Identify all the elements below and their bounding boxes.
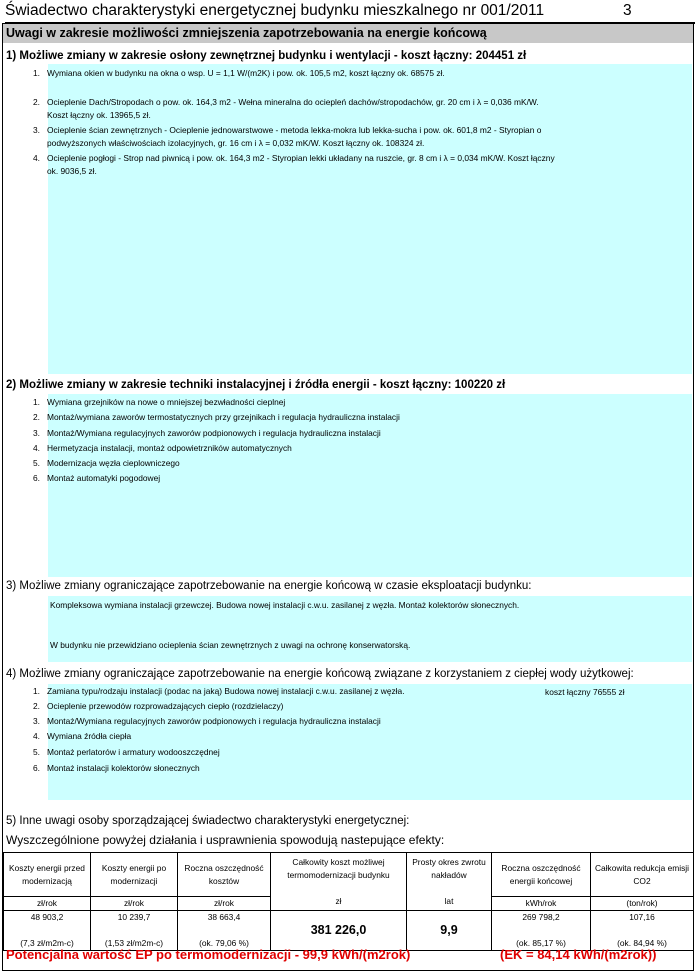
effects-intro: Wyszczególnione powyżej działania i usprawnienia spowodują nastepujące efekty: [6, 833, 445, 847]
section-3-heading: 3) Możliwe zmiany ograniczające zapotrzebowanie na energie końcową w czasie eksploatacji budynku: [6, 580, 532, 592]
ek-value: (EK = 84,14 kWh/(m2rok)) [500, 947, 657, 962]
s1-item-2: 2. Ocieplenie Dach/Stropodach o pow. ok. 164,3 m2 - Wełna mineralna do ociepleń dachów/stropodachów, gr. 20 cm i λ = 0,036 mK/W. Koszt łączny ok. 13965,5 zł. [33, 97, 539, 120]
s3-line-2: W budynku nie przewidziano ocieplenia ścian zewnętrznych z uwagi na ochronę konserwatorską. [50, 640, 411, 650]
header-annual-saving: Roczna oszczędność kosztów [178, 853, 271, 897]
value-co2: 107,16 (ok. 84,94 %) [591, 911, 694, 951]
value-cost-before: 48 903,2 (7,3 zł/m2m-c) [4, 911, 91, 951]
document-title [5, 2, 695, 24]
unit-cost-after: zł/rok [91, 897, 178, 911]
ep-after-modernization: Potencjalna wartość EP po termomodernizacji - 99,9 kWh/(m2rok) [6, 947, 411, 962]
section-banner: Uwagi w zakresie możliwości zmniejszenia zapotrzebowania na energie końcową [3, 24, 693, 43]
section-5-heading: 5) Inne uwagi osoby sporządzającej świadectwo charakterystyki energetycznej: [6, 815, 410, 827]
value-cost-after: 10 239,7 (1,53 zł/m2m-c) [91, 911, 178, 951]
section-4-heading: 4) Możliwe zmiany ograniczające zapotrzebowanie na energie końcową związane z korzystaniem z ciepłej wody użytkowej: [6, 668, 634, 680]
s1-item-3: 3. Ocieplenie ścian zewnętrznych - Ocieplenie jednowarstwowe - metoda lekka-mokra lub lekka-sucha i pow. ok. 601,8 m2 - Styropian o podwyższonych właściwościach izolacyjnych, gr. 16 cm i λ = 0,032 mK/W. Koszt łączny ok. 108324 zł. [33, 125, 542, 148]
value-total-cost: 381 226,0 [271, 911, 407, 951]
unit-co2: (ton/rok) [591, 897, 694, 911]
value-energy-saving: 269 798,2 (ok. 85,17 %) [492, 911, 591, 951]
value-annual-saving: 38 663,4 (ok. 79,06 %) [178, 911, 271, 951]
page-number: 3 [623, 2, 632, 19]
header-energy-saving: Roczna oszczędność energii końcowej [492, 853, 591, 897]
s1-item-4: 4. Ocieplenie pogłogi - Strop nad piwnicą i pow. ok. 164,3 m2 - Styropian lekki układany na ruszcie, gr. 8 cm i λ = 0,034 mK/W. Koszt łączny ok. 9036,5 zł. [33, 153, 555, 176]
section-2-heading: 2) Możliwe zmiany w zakresie techniki instalacyjnej i źródła energii - koszt łączny: 100220 zł [6, 379, 506, 391]
unit-cost-before: zł/rok [4, 897, 91, 911]
unit-annual-saving: zł/rok [178, 897, 271, 911]
effects-table [3, 852, 694, 951]
header-cost-before: Koszty energii przed modernizacją [4, 853, 91, 897]
header-cost-after: Koszty energii po modernizacji [91, 853, 178, 897]
value-payback: 9,9 [407, 911, 492, 951]
s4-cost: koszt łączny 76555 zł [545, 687, 625, 697]
header-co2: Całkowita redukcja emisji CO2 [591, 853, 694, 897]
section-1-heading: 1) Możliwe zmiany w zakresie osłony zewnętrznej budynku i wentylacji - koszt łączny: 204451 zł [6, 50, 527, 62]
header-total-cost: Całkowity koszt możliwej termomodernizacji budynku zł [271, 853, 407, 911]
header-payback: Prosty okres zwrotu nakładów lat [407, 853, 492, 911]
unit-energy-saving: kWh/rok [492, 897, 591, 911]
s3-line-1: Kompleksowa wymiana instalacji grzewczej. Budowa nowej instalacji c.w.u. zasilanej z węzła. Montaż kolektorów słonecznych. [50, 600, 520, 610]
title-text: Świadectwo charakterystyki energetycznej budynku mieszkalnego nr 001/2011 [5, 2, 545, 19]
